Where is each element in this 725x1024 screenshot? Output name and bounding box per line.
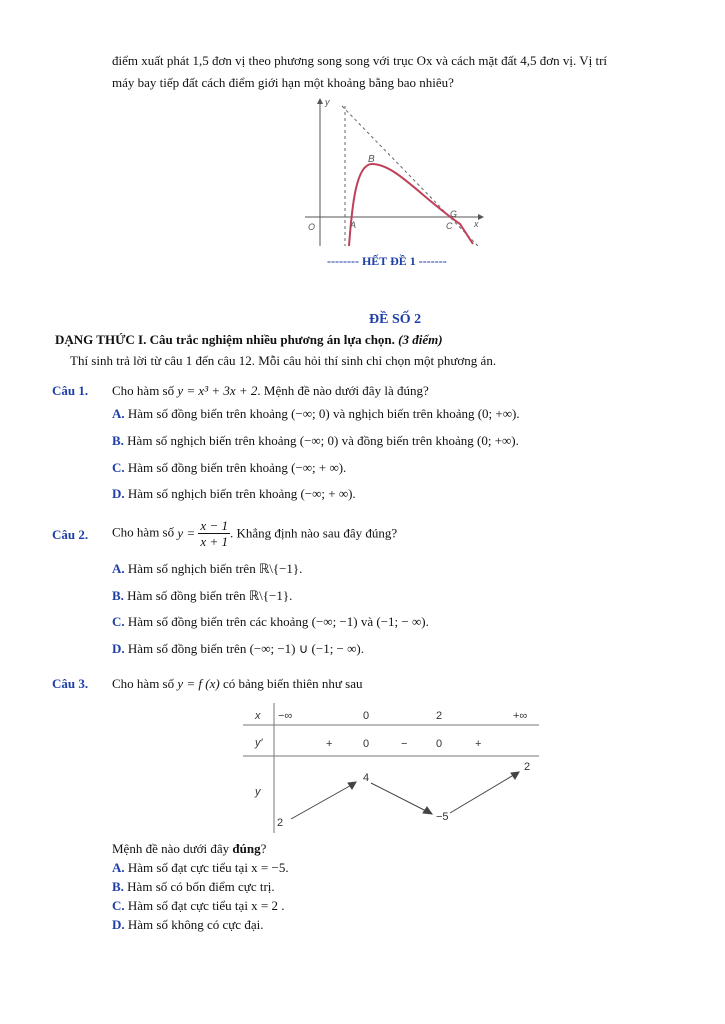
q2-prefix: Cho hàm số [112, 524, 175, 540]
table-sign-3: − [401, 738, 408, 750]
q1-function: y = x³ + 3x + 2 [177, 383, 258, 398]
q3-prompt [112, 841, 266, 857]
q3-prompt-end: ? [260, 841, 267, 856]
option-text: Hàm số nghịch biến trên khoảng (−∞; + ∞). [127, 486, 356, 501]
option-text: Hàm số đạt cực tiểu tại x = 2 . [127, 898, 285, 913]
q3-label: Câu 3. [52, 676, 89, 691]
table-x-2: 2 [436, 710, 443, 722]
table-sign-5: + [475, 738, 482, 750]
option-key: B. [112, 879, 124, 894]
q3-prefix: Cho hàm số [112, 676, 175, 691]
q3-stem [112, 676, 363, 692]
table-sign-2: 0 [363, 738, 370, 750]
q2-option-a[interactable] [112, 561, 302, 577]
graph-b-label: B [368, 154, 375, 165]
x-axis-arrow-icon [478, 214, 484, 220]
option-key: A. [112, 406, 125, 421]
q2-stem [112, 518, 397, 549]
q1-option-d[interactable] [112, 486, 356, 502]
q2-suffix: . Khẳng định nào sau đây đúng? [229, 525, 398, 541]
graph-g-label: G [450, 209, 458, 219]
q3-option-b[interactable] [112, 879, 275, 895]
graph-o-label: O [308, 222, 316, 232]
graph-y-label: y [325, 97, 330, 107]
arrow-up-2 [450, 773, 517, 813]
exam-2-title: ĐỀ SỐ 2 [369, 312, 422, 327]
table-dy-label: y′ [255, 737, 263, 749]
q3-option-d[interactable] [112, 917, 263, 933]
q2-option-c[interactable] [112, 614, 429, 630]
q2-numerator: x − 1 [200, 518, 228, 533]
y-axis-arrow-icon [317, 98, 323, 104]
option-key: C. [112, 898, 125, 913]
variation-table [243, 703, 539, 833]
q1-suffix: . Mệnh đề nào dưới đây là đúng? [257, 383, 429, 398]
arrow-head-icon [348, 782, 356, 789]
option-key: B. [112, 433, 124, 448]
option-text: Hàm số đạt cực tiểu tại x = −5. [127, 860, 289, 875]
q2-label: Câu 2. [52, 527, 89, 542]
q3-function: y = f (x) [177, 676, 220, 691]
q3-option-a[interactable] [112, 860, 289, 876]
arrow-down [371, 783, 430, 813]
option-key: C. [112, 460, 125, 475]
q2-y-eq: y = [177, 525, 196, 541]
table-sign-4: 0 [436, 738, 443, 750]
table-y-min: −5 [436, 811, 449, 823]
q3-prompt-text: Mệnh đề nào dưới đây [112, 841, 230, 856]
option-key: D. [112, 917, 125, 932]
option-text: Hàm số đồng biến trên (−∞; −1) ∪ (−1; − ∞). [127, 641, 364, 656]
q3-option-c[interactable] [112, 898, 285, 914]
section-points: (3 điểm) [398, 332, 443, 347]
table-y-start: 2 [277, 817, 284, 829]
q1-option-b[interactable] [112, 433, 519, 449]
diagonal-dashed-line [342, 106, 478, 246]
q3-suffix: có bảng biến thiên như sau [222, 676, 363, 691]
graph-x-label: x [474, 219, 479, 229]
q1-stem [112, 383, 429, 399]
q1-option-c[interactable] [112, 460, 346, 476]
flight-curve [349, 164, 473, 246]
option-key: B. [112, 588, 124, 603]
table-y-end: 2 [524, 761, 531, 773]
option-text: Hàm số nghịch biến trên ℝ\{−1}. [127, 561, 303, 576]
option-text: Hàm số đồng biến trên các khoảng (−∞; −1) và (−1; − ∞). [127, 614, 429, 629]
q2-denominator: x + 1 [200, 534, 228, 549]
option-text: Hàm số đồng biến trên khoảng (−∞; 0) và nghịch biến trên khoảng (0; +∞). [127, 406, 520, 421]
graph-a-label: A [350, 220, 357, 230]
option-key: A. [112, 561, 125, 576]
airplane-graph [300, 96, 485, 246]
section-instruction: Thí sinh trả lời từ câu 1 đến câu 12. Mỗi câu hỏi thí sinh chỉ chọn một phương án. [70, 353, 497, 368]
table-sign-1: + [326, 738, 333, 750]
table-y-label: y [255, 786, 261, 798]
table-x-neg-inf: −∞ [278, 710, 293, 722]
option-text: Hàm số có bốn điểm cực trị. [127, 879, 275, 894]
q2-option-d[interactable] [112, 641, 364, 657]
q2-option-b[interactable] [112, 588, 292, 604]
option-text: Hàm số không có cực đại. [127, 917, 264, 932]
arrow-head-icon [511, 772, 519, 779]
graph-c-label: C [446, 221, 453, 231]
q2-fraction [198, 518, 230, 549]
option-key: C. [112, 614, 125, 629]
option-text: Hàm số nghịch biến trên khoảng (−∞; 0) và đồng biến trên khoảng (0; +∞). [127, 433, 519, 448]
option-key: D. [112, 641, 125, 656]
intro-line-2: máy bay tiếp đất cách điểm giới hạn một khoảng bằng bao nhiêu? [112, 75, 454, 90]
intro-line-1: điểm xuất phát 1,5 đơn vị theo phương song song với trục Ox và cách mặt đất 4,5 đơn vị. Vị trí [112, 53, 608, 68]
q3-prompt-bold: đúng [232, 841, 261, 856]
table-x-pos-inf: +∞ [513, 710, 528, 722]
table-y-max: 4 [363, 772, 370, 784]
option-text: Hàm số đồng biến trên ℝ\{−1}. [127, 588, 293, 603]
arrow-head-icon [423, 807, 432, 814]
table-x-label: x [255, 710, 261, 722]
section-title [55, 332, 443, 348]
section-title-text: DẠNG THỨC I. Câu trắc nghiệm nhiều phương án lựa chọn. [55, 332, 395, 347]
option-text: Hàm số đồng biến trên khoảng (−∞; + ∞). [127, 460, 347, 475]
q1-prefix: Cho hàm số [112, 383, 175, 398]
arrow-up-1 [291, 783, 355, 819]
option-key: A. [112, 860, 125, 875]
option-key: D. [112, 486, 125, 501]
table-x-0: 0 [363, 710, 370, 722]
q1-option-a[interactable] [112, 406, 520, 422]
q1-label: Câu 1. [52, 383, 89, 398]
end-exam-1: -------- HẾT ĐỀ 1 ------- [327, 254, 447, 268]
